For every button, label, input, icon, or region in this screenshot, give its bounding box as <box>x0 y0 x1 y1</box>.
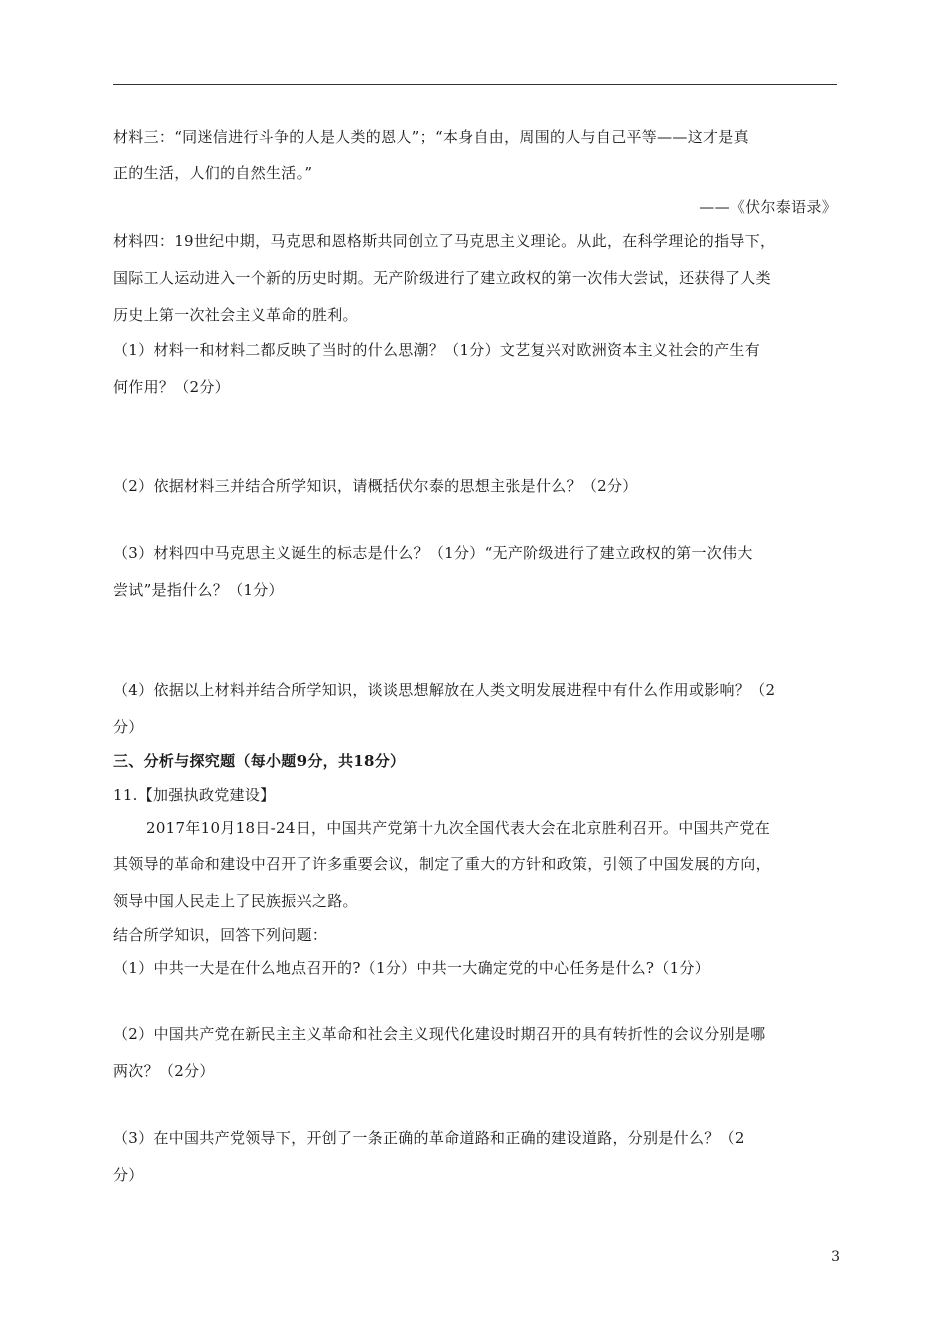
q11-prompt: 结合所学知识，回答下列问题： <box>113 926 328 944</box>
q10-1-line2: 何作用？（2分） <box>113 378 230 396</box>
material3-line2: 正的生活，人们的自然生活。” <box>113 164 313 182</box>
material4-line2: 国际工人运动进入一个新的历史时期。无产阶级进行了建立政权的第一次伟大尝试，还获得了人类 <box>113 269 771 287</box>
q11-intro-line1: 2017年10月18日-24日，中国共产党第十九次全国代表大会在北京胜利召开。中国共产党在 <box>146 819 771 837</box>
q11-2-line1: （2）中国共产党在新民主主义革命和社会主义现代化建设时期召开的具有转折性的会议分别是哪 <box>113 1025 766 1043</box>
q11-heading: 11.【加强执政党建设】 <box>113 786 276 804</box>
q11-1-line1: （1）中共一大是在什么地点召开的?（1分）中共一大确定党的中心任务是什么?（1分） <box>113 959 711 977</box>
q11-3-line2: 分） <box>113 1166 144 1184</box>
material3-source: ——《伏尔泰语录》 <box>699 198 837 216</box>
q11-intro-line3: 领导中国人民走上了民族振兴之路。 <box>113 892 358 910</box>
material4-line1: 材料四：19世纪中期，马克思和恩格斯共同创立了马克思主义理论。从此，在科学理论的指导下， <box>113 232 776 250</box>
page-number: 3 <box>831 1249 840 1265</box>
q10-3-line1: （3）材料四中马克思主义诞生的标志是什么？（1分）“无产阶级进行了建立政权的第一次伟大 <box>113 544 753 562</box>
q10-1-line1: （1）材料一和材料二都反映了当时的什么思潮？（1分）文艺复兴对欧洲资本主义社会的产生有 <box>113 341 760 359</box>
section3-title: 三、分析与探究题（每小题9分，共18分） <box>113 752 406 770</box>
header-rule <box>113 84 837 85</box>
q10-4-line1: （4）依据以上材料并结合所学知识，谈谈思想解放在人类文明发展进程中有什么作用或影响？（2 <box>113 681 776 699</box>
q10-2-line1: （2）依据材料三并结合所学知识，请概括伏尔泰的思想主张是什么？（2分） <box>113 477 638 495</box>
q10-3-line2: 尝试”是指什么？（1分） <box>113 581 284 599</box>
material3-line1: 材料三：“同迷信进行斗争的人是人类的恩人”；“本身自由，周围的人与自己平等——这才是真 <box>113 128 749 146</box>
q10-4-line2: 分） <box>113 718 144 736</box>
q11-intro-line2: 其领导的革命和建设中召开了许多重要会议，制定了重大的方针和政策，引领了中国发展的方向， <box>113 855 771 873</box>
material4-line3: 历史上第一次社会主义革命的胜利。 <box>113 306 358 324</box>
q11-2-line2: 两次？（2分） <box>113 1062 215 1080</box>
q11-3-line1: （3）在中国共产党领导下，开创了一条正确的革命道路和正确的建设道路，分别是什么？（2 <box>113 1129 745 1147</box>
